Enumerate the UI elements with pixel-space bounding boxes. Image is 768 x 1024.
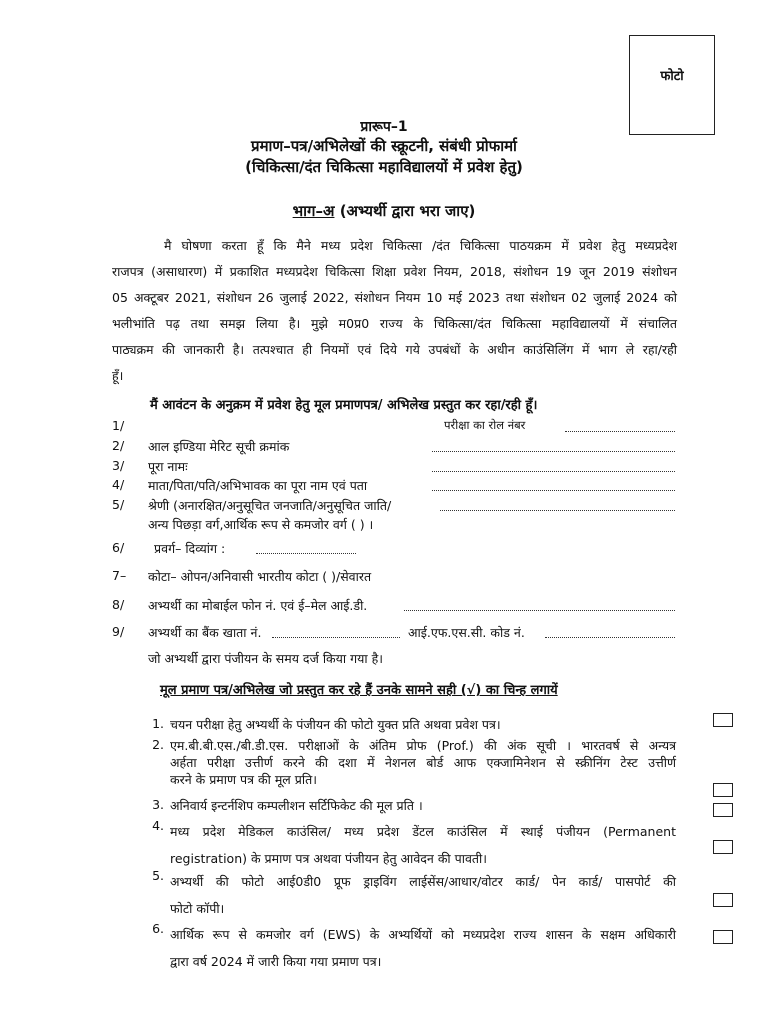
checklist-item-text: आर्थिक रूप से कमजोर वर्ग (EWS) के अभ्यर्थियों को मध्यप्रदेश राज्य शासन के सक्षम अधिकारी: [170, 927, 676, 942]
checklist-number: 6.: [152, 921, 164, 936]
checklist-item: [170, 737, 676, 788]
checklist-checkbox[interactable]: [713, 803, 733, 817]
checklist-checkbox[interactable]: [713, 713, 733, 727]
checklist-item-text: करने के प्रमाण पत्र की मूल प्रति।: [170, 772, 317, 787]
field-number: 7–: [112, 568, 127, 583]
photo-label: फोटो: [660, 69, 684, 84]
checklist-heading: मूल प्रमाण पत्र/अभिलेख जो प्रस्तुत कर रहे हैं उनके सामने सही (√) का चिन्ह लगायें: [160, 683, 558, 698]
checklist-number: 2.: [152, 737, 164, 752]
checklist-item-text: मध्य प्रदेश मेडिकल काउंसिल/ मध्य प्रदेश डेंटल काउंसिल में स्थाई पंजीयन (Permanent: [170, 824, 676, 839]
disability-field[interactable]: [256, 541, 356, 554]
field-number: 9/: [112, 624, 125, 639]
checklist-checkbox[interactable]: [713, 893, 733, 907]
checklist-item-text: registration) के प्रमाण पत्र अथवा पंजीयन हेतु आवेदन की पावती।: [170, 851, 488, 866]
checklist-item: [170, 868, 676, 922]
mobile-email-label: अभ्यर्थी का मोबाईल फोन नं. एवं ई–मेल आई.डी.: [148, 598, 368, 613]
field-number: 4/: [112, 477, 125, 492]
checklist-number: 3.: [152, 797, 164, 812]
declaration-line: पाठ्यक्रम की जानकारी है। तत्पश्चात ही नियमों एवं दिये गये उपबंधों के अधीन काउंसिलिंग में भाग ले रहा/रही: [112, 342, 677, 357]
checklist-item: [170, 797, 676, 814]
checklist-item-text: द्वारा वर्ष 2024 में जारी किया गया प्रमाण पत्र।: [170, 954, 382, 969]
category-field[interactable]: [440, 498, 675, 511]
checklist-checkbox[interactable]: [713, 930, 733, 944]
category-label: श्रेणी (अनारक्षित/अनुसूचित जनजाति/अनुसूचित जाति/: [148, 498, 392, 513]
declaration-line: भलीभांति पढ़ तथा समझ लिया है। मुझे म0प्र0 राज्य के चिकित्सा/दंत चिकित्सा महाविद्यालयों में संचालित: [112, 316, 677, 331]
declaration-line: राजपत्र (असाधारण) में प्रकाशित मध्यप्रदेश चिकित्सा शिक्षा प्रवेश नियम, 2018, संशोधन 19 जून 2019 संशोधन: [112, 264, 677, 279]
category-label-cont: अन्य पिछड़ा वर्ग,आर्थिक रूप से कमजोर वर्ग ( ) ।: [148, 517, 374, 532]
bank-account-label: अभ्यर्थी का बैंक खाता नं.: [148, 625, 262, 640]
checklist-item-text: अभ्यर्थी की फोटो आई0डी0 प्रूफ ड्राइविंग लाईसेंस/आधार/वोटर कार्ड/ पेन कार्ड/ पासपोर्ट की: [170, 874, 676, 889]
full-name-label: पूरा नामः: [148, 459, 188, 474]
field-number: 2/: [112, 438, 125, 453]
ifsc-label: आई.एफ.एस.सी. कोड नं.: [408, 625, 525, 640]
guardian-field[interactable]: [432, 478, 675, 491]
checklist-number: 1.: [152, 716, 164, 731]
declaration-line: मै घोषणा करता हूँ कि मैने मध्य प्रदेश चिकित्सा /दंत चिकित्सा पाठयक्रम में प्रवेश हेतु मध्यप्रदेश: [164, 238, 677, 253]
declaration-paragraph: [112, 233, 677, 389]
part-a-label: भाग–अ: [292, 202, 335, 220]
field-number: 5/: [112, 497, 125, 512]
field-number: 8/: [112, 597, 125, 612]
checklist-number: 4.: [152, 818, 164, 833]
guardian-label: माता/पिता/पति/अभिभावक का पूरा नाम एवं पता: [148, 478, 368, 493]
checklist-item: [170, 818, 676, 872]
merit-list-field[interactable]: [432, 439, 675, 452]
declaration-line: 05 अक्टूबर 2021, संशोधन 26 जुलाई 2022, संशोधन नियम 10 मई 2023 तथा संशोधन 02 जुलाई 2024 को: [112, 290, 677, 305]
checklist-item: [170, 921, 676, 975]
declaration-line: हूँ।: [112, 368, 124, 383]
full-name-field[interactable]: [432, 459, 675, 472]
checklist-item: [170, 716, 676, 733]
roll-number-label: परीक्षा का रोल नंबर: [444, 418, 526, 432]
bank-account-field[interactable]: [272, 625, 400, 638]
roll-number-field[interactable]: [565, 419, 675, 432]
mobile-email-field[interactable]: [404, 598, 675, 611]
part-a-subtitle: (अभ्यर्थी द्वारा भरा जाए): [334, 202, 476, 220]
field-number: 1/: [112, 418, 125, 433]
form-title: प्रमाण–पत्र/अभिलेखों की स्क्रूटनी, संबंधी प्रोफार्मा: [251, 137, 517, 155]
checklist-item-text: एम.बी.बी.एस./बी.डी.एस. परीक्षाओं के अंतिम प्रोफ (Prof.) की अंक सूची । भारतवर्ष से अन्यत्र: [170, 738, 676, 753]
checklist-number: 5.: [152, 868, 164, 883]
checklist-item-text: फोटो कॉपी।: [170, 901, 225, 916]
checklist-item-text: अर्हता परीक्षा उत्तीर्ण करने की दशा में नेशनल बोर्ड आफ एक्जामिनेशन से स्क्रीनिंग टेस्ट उत्तीर्ण: [170, 755, 676, 770]
quota-label: कोटा– ओपन/अनिवासी भारतीय कोटा ( )/सेवारत: [148, 569, 372, 584]
ifsc-field[interactable]: [545, 625, 675, 638]
checklist-item-text: अनिवार्य इन्टर्नशिप कम्पलीशन सर्टिफिकेट की मूल प्रति ।: [170, 798, 423, 813]
checklist-item-text: चयन परीक्षा हेतु अभ्यर्थी के पंजीयन की फोटो युक्त प्रति अथवा प्रवेश पत्र।: [170, 717, 501, 732]
bank-note: जो अभ्यर्थी द्वारा पंजीयन के समय दर्ज किया गया है।: [148, 651, 383, 666]
form-subtitle: (चिकित्सा/दंत चिकित्सा महाविद्यालयों में प्रवेश हेतु): [245, 158, 523, 176]
form-number: प्रारूप–1: [360, 119, 408, 135]
disability-label: प्रवर्ग– दिव्यांग :: [154, 541, 226, 556]
part-a-title: [0, 201, 768, 221]
field-number: 6/: [112, 540, 125, 555]
merit-list-label: आल इण्डिया मेरिट सूची क्रमांक: [148, 439, 290, 454]
checklist-checkbox[interactable]: [713, 783, 733, 797]
field-number: 3/: [112, 458, 125, 473]
submission-heading: मैं आवंटन के अनुक्रम में प्रवेश हेतु मूल प्रमाणपत्र/ अभिलेख प्रस्तुत कर रहा/रही हूँ।: [150, 398, 538, 413]
checklist-checkbox[interactable]: [713, 840, 733, 854]
